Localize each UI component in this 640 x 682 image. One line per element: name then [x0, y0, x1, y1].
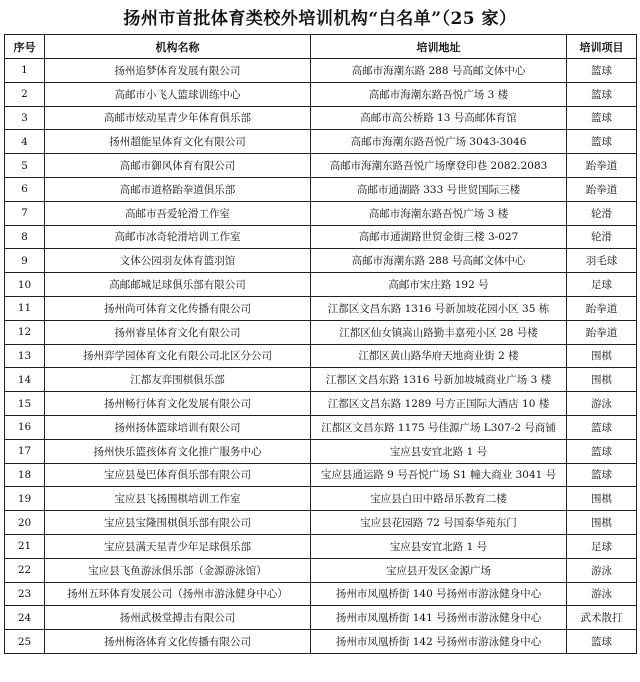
column-header-address: 培训地址 [311, 35, 567, 59]
training-address: 高邮市通湖路 333 号世贸国际三楼 [311, 177, 567, 201]
training-item: 轮滑 [567, 201, 637, 225]
training-item: 围棋 [567, 511, 637, 535]
row-number: 15 [5, 392, 45, 416]
row-number: 20 [5, 511, 45, 535]
training-item: 篮球 [567, 630, 637, 654]
row-number: 23 [5, 582, 45, 606]
institution-name: 宝应县宝隆围棋俱乐部有限公司 [45, 511, 311, 535]
training-address: 江都区文昌东路 1289 号方正国际大酒店 10 楼 [311, 392, 567, 416]
training-address: 江都区仙女镇嵩山路勤丰嘉苑小区 28 号楼 [311, 320, 567, 344]
table-row [5, 630, 637, 654]
table-row [5, 201, 637, 225]
training-address: 江都区文昌东路 1175 号佳源广场 L307-2 号商铺 [311, 415, 567, 439]
table-header-row [5, 35, 637, 59]
table-row [5, 534, 637, 558]
table-row [5, 177, 637, 201]
training-address: 江都区黄山路华府天地商业街 2 楼 [311, 344, 567, 368]
row-number: 2 [5, 82, 45, 106]
row-number: 3 [5, 106, 45, 130]
training-item: 篮球 [567, 130, 637, 154]
institution-name: 宝应县曼巴体育俱乐部有限公司 [45, 463, 311, 487]
training-address: 高邮市高公桥路 13 号高邮体育馆 [311, 106, 567, 130]
training-address: 扬州市凤凰桥街 142 号扬州市游泳健身中心 [311, 630, 567, 654]
row-number: 4 [5, 130, 45, 154]
training-address: 江都区文昌东路 1316 号新加坡花园小区 35 栋 [311, 296, 567, 320]
row-number: 11 [5, 296, 45, 320]
training-address: 宝应县白田中路昂乐教育二楼 [311, 487, 567, 511]
institution-name: 扬州畅行体育文化发展有限公司 [45, 392, 311, 416]
training-item: 围棋 [567, 368, 637, 392]
row-number: 18 [5, 463, 45, 487]
training-item: 跆拳道 [567, 320, 637, 344]
table-row [5, 558, 637, 582]
training-item: 轮滑 [567, 225, 637, 249]
training-address: 高邮市通湖路世贸金街三楼 3-027 [311, 225, 567, 249]
row-number: 19 [5, 487, 45, 511]
institution-name: 扬州快乐篮孩体育文化推广服务中心 [45, 439, 311, 463]
institution-name: 扬州武极堂搏击有限公司 [45, 606, 311, 630]
table-row [5, 82, 637, 106]
column-header-item: 培训项目 [567, 35, 637, 59]
row-number: 16 [5, 415, 45, 439]
training-item: 跆拳道 [567, 296, 637, 320]
training-address: 高邮市海潮东路 288 号高邮文体中心 [311, 249, 567, 273]
institution-name: 高邮邮城足球俱乐部有限公司 [45, 273, 311, 297]
table-row [5, 130, 637, 154]
training-item: 游泳 [567, 558, 637, 582]
table-row [5, 320, 637, 344]
training-item: 篮球 [567, 415, 637, 439]
table-row [5, 249, 637, 273]
training-address: 扬州市凤凰桥街 141 号扬州市游泳健身中心 [311, 606, 567, 630]
training-address: 宝应县开发区金源广场 [311, 558, 567, 582]
table-row [5, 415, 637, 439]
training-item: 足球 [567, 273, 637, 297]
training-item: 篮球 [567, 106, 637, 130]
training-item: 篮球 [567, 439, 637, 463]
training-address: 宝应县通运路 9 号吾悦广场 S1 幢大商业 3041 号 [311, 463, 567, 487]
row-number: 6 [5, 177, 45, 201]
training-item: 武术散打 [567, 606, 637, 630]
training-address: 高邮市海潮东路吾悦广场 3 楼 [311, 82, 567, 106]
institution-name: 高邮市吾爱轮滑工作室 [45, 201, 311, 225]
institution-name: 宝应县飞扬围棋培训工作室 [45, 487, 311, 511]
row-number: 13 [5, 344, 45, 368]
institution-name: 文体公园羽友体育篮羽馆 [45, 249, 311, 273]
institution-name: 江都友弈围棋俱乐部 [45, 368, 311, 392]
table-row [5, 368, 637, 392]
training-address: 宝应县安宜北路 1 号 [311, 534, 567, 558]
row-number: 24 [5, 606, 45, 630]
training-item: 羽毛球 [567, 249, 637, 273]
table-row [5, 106, 637, 130]
table-row [5, 344, 637, 368]
institution-table [4, 34, 637, 654]
training-item: 围棋 [567, 344, 637, 368]
row-number: 8 [5, 225, 45, 249]
training-address: 高邮市海潮东路吾悦广场摩登印巷 2082.2083 [311, 154, 567, 178]
institution-name: 高邮市冰奇轮滑培训工作室 [45, 225, 311, 249]
row-number: 5 [5, 154, 45, 178]
institution-name: 扬州尚可体育文化传播有限公司 [45, 296, 311, 320]
table-row [5, 225, 637, 249]
institution-name: 扬州梅洛体育文化传播有限公司 [45, 630, 311, 654]
column-header-name: 机构名称 [45, 35, 311, 59]
page-title: 扬州市首批体育类校外培训机构“白名单”（25 家） [123, 9, 517, 29]
training-item: 篮球 [567, 463, 637, 487]
row-number: 21 [5, 534, 45, 558]
table-row [5, 606, 637, 630]
institution-name: 高邮市炫动星青少年体育俱乐部 [45, 106, 311, 130]
institution-name: 扬州超能星体育文化有限公司 [45, 130, 311, 154]
row-number: 7 [5, 201, 45, 225]
institution-name: 扬州五环体育发展公司（扬州市游泳健身中心） [45, 582, 311, 606]
training-item: 游泳 [567, 392, 637, 416]
table-row [5, 273, 637, 297]
row-number: 17 [5, 439, 45, 463]
table-row [5, 439, 637, 463]
institution-name: 高邮市御风体育有限公司 [45, 154, 311, 178]
row-number: 1 [5, 59, 45, 83]
training-address: 高邮市海潮东路吾悦广场 3 楼 [311, 201, 567, 225]
institution-name: 高邮市小飞人篮球训练中心 [45, 82, 311, 106]
training-item: 篮球 [567, 82, 637, 106]
row-number: 10 [5, 273, 45, 297]
training-item: 跆拳道 [567, 154, 637, 178]
training-item: 足球 [567, 534, 637, 558]
training-address: 高邮市宋庄路 192 号 [311, 273, 567, 297]
row-number: 25 [5, 630, 45, 654]
table-row [5, 582, 637, 606]
training-address: 高邮市海潮东路 288 号高邮文体中心 [311, 59, 567, 83]
row-number: 12 [5, 320, 45, 344]
training-item: 跆拳道 [567, 177, 637, 201]
institution-name: 扬州扬体篮球培训有限公司 [45, 415, 311, 439]
table-row [5, 487, 637, 511]
table-row [5, 392, 637, 416]
training-address: 宝应县花园路 72 号国泰华苑东门 [311, 511, 567, 535]
training-item: 游泳 [567, 582, 637, 606]
institution-name: 宝应县满天星青少年足球俱乐部 [45, 534, 311, 558]
institution-name: 宝应县飞鱼游泳俱乐部（金源游泳馆） [45, 558, 311, 582]
training-address: 江都区文昌东路 1316 号新加坡城商业广场 3 楼 [311, 368, 567, 392]
training-item: 篮球 [567, 59, 637, 83]
row-number: 22 [5, 558, 45, 582]
row-number: 9 [5, 249, 45, 273]
table-row [5, 296, 637, 320]
table-row [5, 463, 637, 487]
training-address: 宝应县安宜北路 1 号 [311, 439, 567, 463]
training-address: 扬州市凤凰桥街 140 号扬州市游泳健身中心 [311, 582, 567, 606]
training-address: 高邮市海潮东路吾悦广场 3043-3046 [311, 130, 567, 154]
institution-name: 扬州弈学园体育文化有限公司北区分公司 [45, 344, 311, 368]
institution-name: 高邮市道格跆拳道俱乐部 [45, 177, 311, 201]
table-row [5, 59, 637, 83]
table-row [5, 154, 637, 178]
column-header-no: 序号 [5, 35, 45, 59]
training-item: 围棋 [567, 487, 637, 511]
table-row [5, 511, 637, 535]
institution-name: 扬州追梦体育发展有限公司 [45, 59, 311, 83]
row-number: 14 [5, 368, 45, 392]
institution-name: 扬州睿星体育文化有限公司 [45, 320, 311, 344]
